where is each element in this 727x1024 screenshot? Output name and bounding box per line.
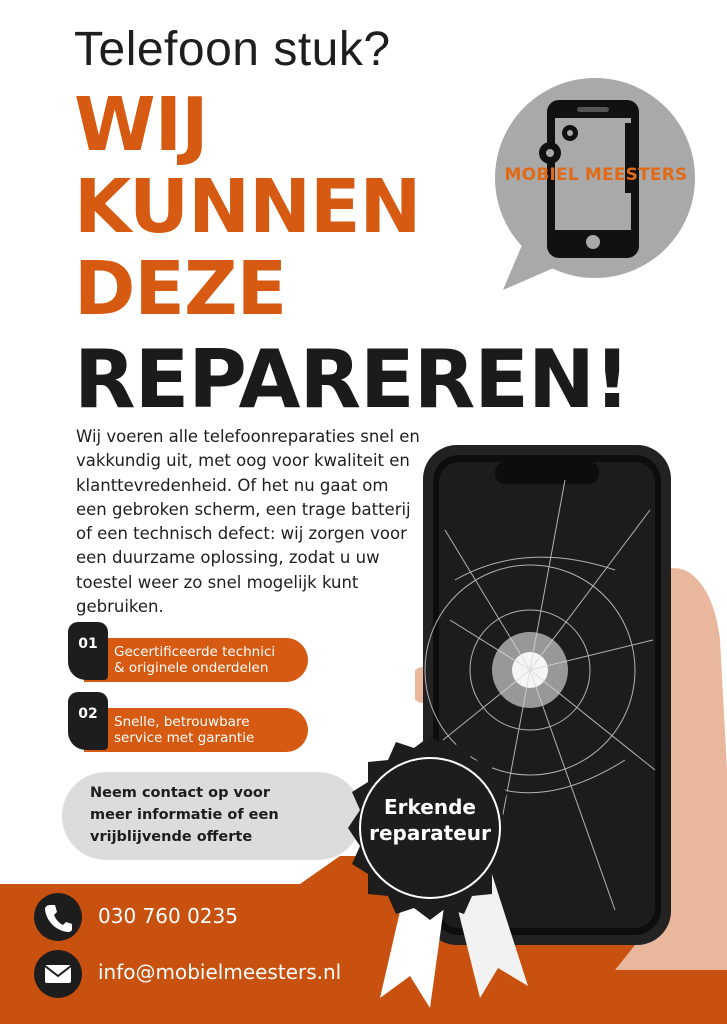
contact-line-1: Neem contact op voor	[90, 785, 271, 801]
feature-number-2: 02	[68, 692, 108, 750]
feature-pill-1	[84, 638, 308, 682]
headline-deze: DEZE	[74, 246, 287, 332]
badge-text	[350, 794, 510, 846]
feature-1-line1: Gecertificeerde technici	[114, 644, 276, 660]
intro-paragraph: Wij voeren alle telefoonreparaties snel en vakkundig uit, met oog voor kwaliteit en klanttevredenheid. Of het nu gaat om een gebroken scherm, een trage batterij of een technisch defect: wij zorgen voor een duurzame oplossing, zodat u uw toestel weer zo snel mogelijk kunt gebruiken.	[76, 427, 420, 617]
badge-line-2: reparateur	[369, 821, 491, 845]
logo-bubble	[495, 78, 700, 293]
email-address[interactable]: info@mobielmeesters.nl	[98, 960, 342, 984]
feature-2-line2: service met garantie	[114, 730, 255, 746]
headline-wij: WIJ	[74, 82, 208, 168]
phone-number[interactable]: 030 760 0235	[98, 904, 238, 928]
contact-line-3: vrijblijvende offerte	[90, 829, 253, 845]
contact-line-2: meer informatie of een	[90, 807, 279, 823]
feature-number-1: 01	[68, 622, 108, 680]
contact-cta	[90, 782, 279, 848]
certified-badge	[330, 728, 540, 1018]
logo-text: MOBIEL MEESTERS	[504, 165, 688, 185]
feature-2-line1: Snelle, betrouwbare	[114, 714, 250, 730]
headline-kunnen: KUNNEN	[74, 164, 421, 250]
feature-pill-2	[84, 708, 308, 752]
feature-1-line2: & originele onderdelen	[114, 660, 269, 676]
headline-question: Telefoon stuk?	[74, 23, 391, 76]
email-icon	[34, 950, 82, 998]
headline-repareren: REPAREREN!	[74, 333, 630, 426]
badge-line-1: Erkende	[384, 795, 476, 819]
phone-icon	[34, 893, 82, 941]
